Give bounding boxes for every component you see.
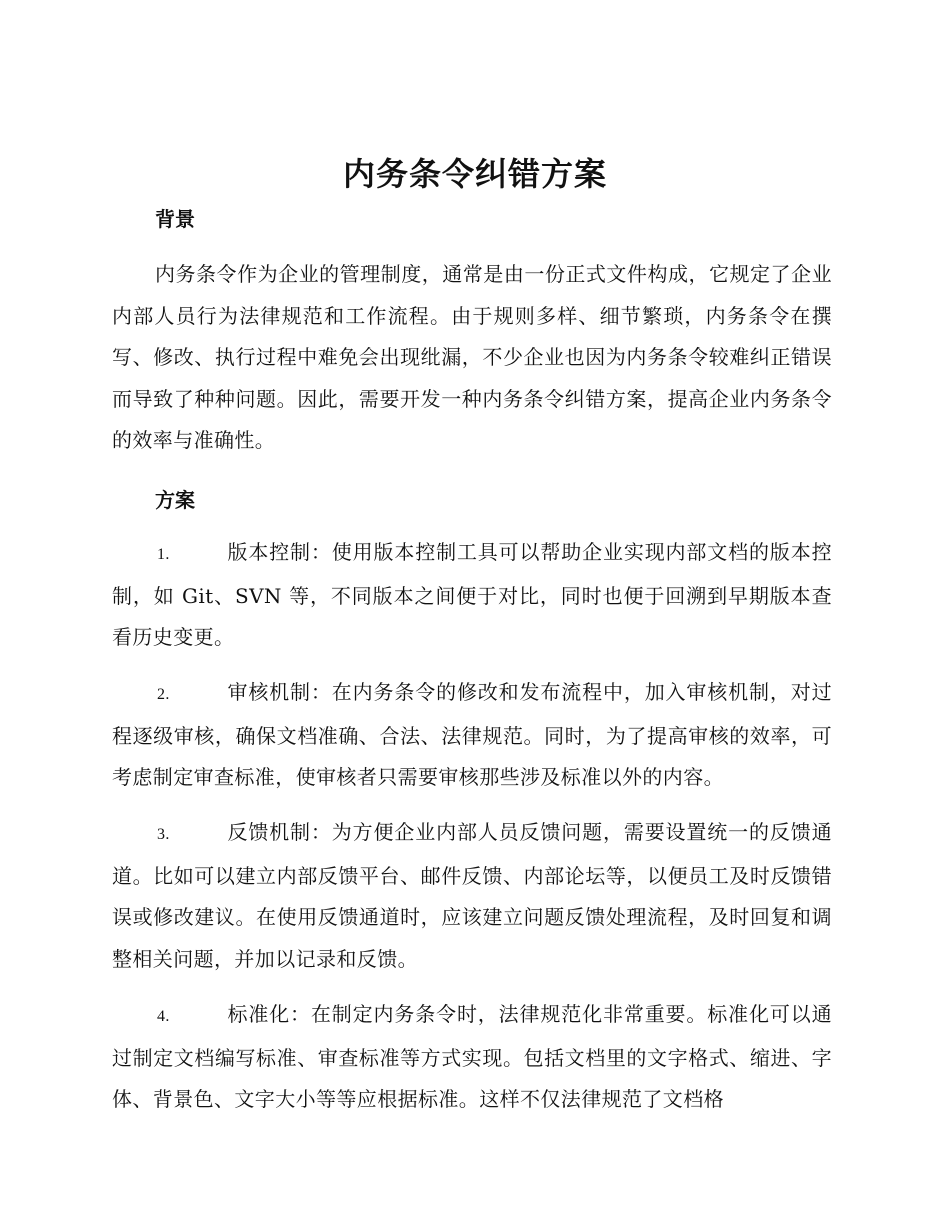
list-item bbox=[112, 532, 832, 659]
section-heading-plan: 方案 bbox=[155, 488, 195, 512]
list-item bbox=[112, 994, 832, 1121]
list-item-text: 版本控制：使用版本控制工具可以帮助企业实现内部文档的版本控制，如 Git、SVN 等，不同版本之间便于对比，同时也便于回溯到早期版本查看历史变更。 bbox=[112, 540, 832, 649]
list-item-number: 4. bbox=[157, 1008, 170, 1025]
background-paragraph: 内务条令作为企业的管理制度，通常是由一份正式文件构成，它规定了企业内部人员行为法律规范和工作流程。由于规则多样、细节繁琐，内务条令在撰写、修改、执行过程中难免会出现纰漏，不少企业也因为内务条令较难纠正错误而导致了种种问题。因此，需要开发一种内务条令纠错方案，提高企业内务条令的效率与准确性。 bbox=[112, 262, 832, 452]
list-item-text: 审核机制：在内务条令的修改和发布流程中，加入审核机制，对过程逐级审核，确保文档准确、合法、法律规范。同时，为了提高审核的效率，可考虑制定审查标准，使审核者只需要审核那些涉及标准以外的内容。 bbox=[112, 680, 832, 789]
list-item-number: 3. bbox=[157, 826, 170, 843]
list-item bbox=[112, 812, 832, 980]
list-item-text: 标准化：在制定内务条令时，法律规范化非常重要。标准化可以通过制定文档编写标准、审查标准等方式实现。包括文档里的文字格式、缩进、字体、背景色、文字大小等等应根据标准。这样不仅法律规范了文档格 bbox=[112, 1002, 832, 1111]
document-title: 内务条令纠错方案 bbox=[342, 155, 607, 193]
list-item-number: 1. bbox=[157, 546, 170, 563]
list-item bbox=[112, 672, 832, 799]
section-heading-background: 背景 bbox=[155, 207, 195, 231]
list-item-number: 2. bbox=[157, 686, 170, 703]
list-item-text: 反馈机制：为方便企业内部人员反馈问题，需要设置统一的反馈通道。比如可以建立内部反馈平台、邮件反馈、内部论坛等，以便员工及时反馈错误或修改建议。在使用反馈通道时，应该建立问题反馈处理流程，及时回复和调整相关问题，并加以记录和反馈。 bbox=[112, 820, 832, 971]
